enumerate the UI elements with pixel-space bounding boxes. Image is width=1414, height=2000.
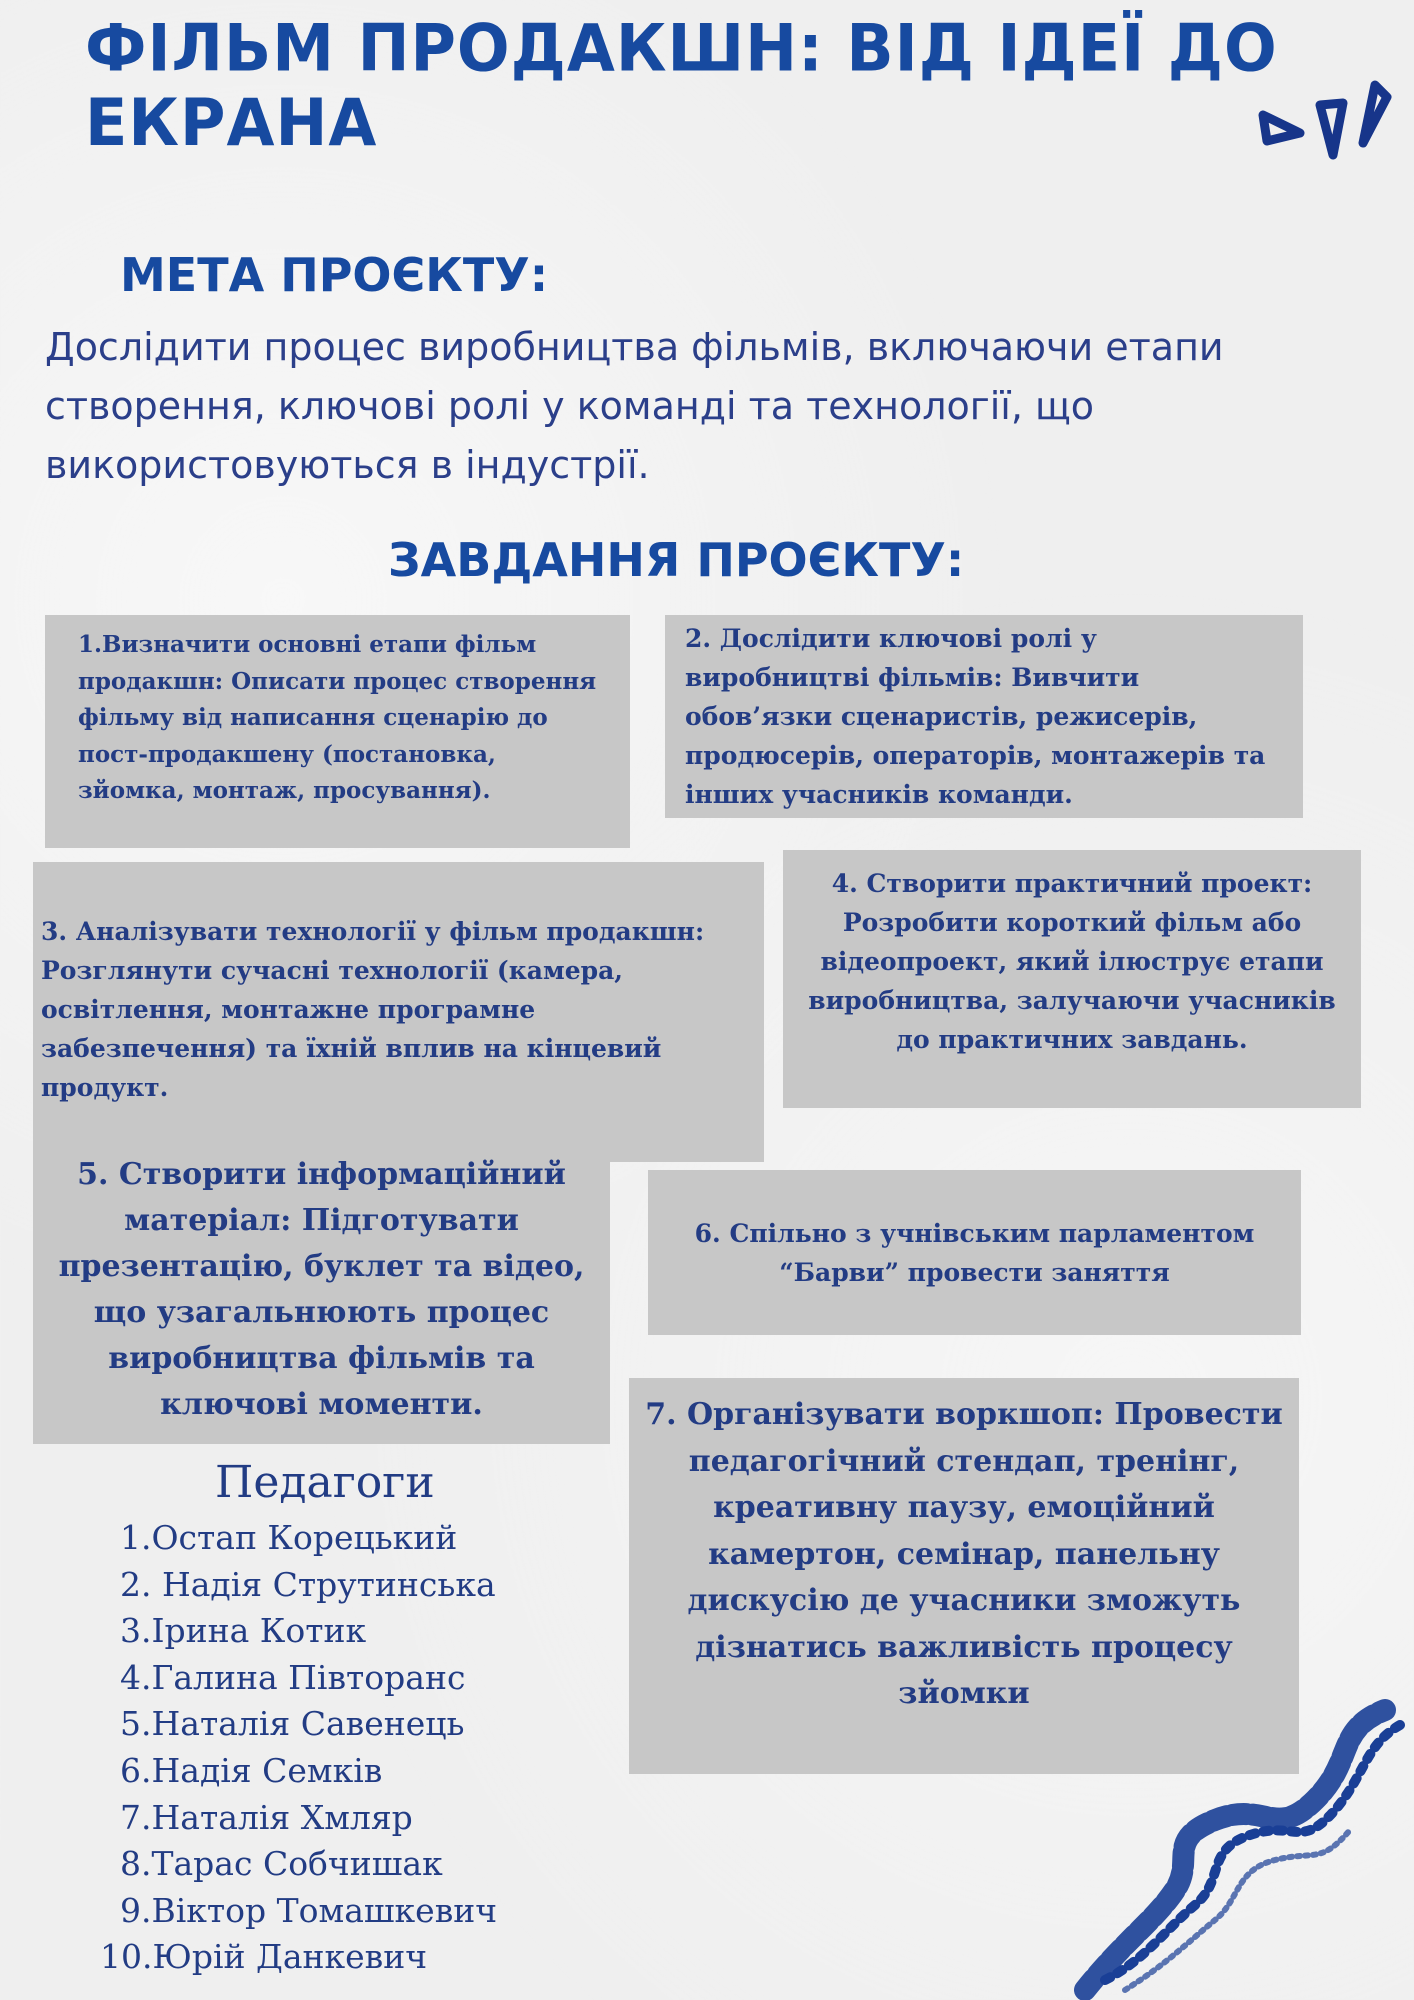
- task-text-7: 7. Організувати воркшоп: Провести педагогічний стендап, тренінг, креативну паузу, емоційний камертон, семінар, панельну дискусію де учасники зможуть дізнатись важливість процесу зйомки: [645, 1397, 1283, 1711]
- list-item: 9.Віктор Томашкевич: [120, 1890, 498, 1930]
- list-item: 2. Надія Струтинська: [120, 1564, 496, 1604]
- teachers-list: [100, 1515, 497, 1981]
- task-card-3: [33, 862, 764, 1162]
- task-text-4: 4. Створити практичний проект: Розробити короткий фільм або відеопроект, який ілюструє етапи виробництва, залучаючи учасників до практичних завдань.: [808, 869, 1336, 1054]
- burst-lines-icon: [1245, 75, 1414, 175]
- task-card-1: [45, 615, 630, 848]
- scribble-ribbon-icon: [1065, 1690, 1414, 2000]
- tasks-heading: ЗАВДАННЯ ПРОЄКТУ:: [388, 533, 965, 587]
- list-item: 8.Тарас Собчишак: [120, 1844, 443, 1884]
- list-item: 7.Наталія Хмляр: [120, 1797, 413, 1837]
- list-item: 6.Надія Семків: [120, 1750, 383, 1790]
- task-card-4: [783, 850, 1361, 1108]
- task-text-5: 5. Створити інформаційний матеріал: Підготувати презентацію, буклет та відео, що узагальнюють процес виробництва фільмів та ключові моменти.: [58, 1157, 585, 1422]
- goal-heading: МЕТА ПРОЄКТУ:: [120, 248, 549, 302]
- task-card-2: [665, 615, 1303, 818]
- task-text-3: 3. Аналізувати технології у фільм продакшн: Розглянути сучасні технології (камера, освітлення, монтажне програмне забезпечення) та їхній вплив на кінцевий продукт.: [41, 917, 705, 1102]
- list-item: 3.Ірина Котик: [120, 1611, 367, 1651]
- task-card-6: [648, 1170, 1301, 1335]
- teachers-heading: Педагоги: [215, 1457, 435, 1508]
- task-text-6: 6. Спільно з учнівським парламентом “Барви” провести заняття: [694, 1219, 1255, 1287]
- page-title: ФІЛЬМ ПРОДАКШН: ВІД ІДЕЇ ДО ЕКРАНА: [85, 9, 1278, 161]
- goal-text: Дослідити процес виробництва фільмів, включаючи етапи створення, ключові ролі у команді та технології, що використовуються в індустрії.: [45, 325, 1224, 487]
- list-item: 5.Наталія Савенець: [120, 1704, 465, 1744]
- task-card-5: [33, 1140, 610, 1444]
- task-text-2: 2. Дослідити ключові ролі у виробництві фільмів: Вивчити обов’язки сценаристів, режисерів, продюсерів, операторів, монтажерів та інших учасників команди.: [685, 624, 1266, 809]
- list-item: 4.Галина Півторанс: [120, 1657, 466, 1697]
- task-text-1: 1.Визначити основні етапи фільм продакшн: Описати процес створення фільму від написання сценарію до пост-продакшену (постановка, зйомка, монтаж, просування).: [78, 631, 597, 804]
- list-item: 1.Остап Корецький: [120, 1518, 458, 1557]
- list-item: 10.Юрій Данкевич: [100, 1937, 428, 1977]
